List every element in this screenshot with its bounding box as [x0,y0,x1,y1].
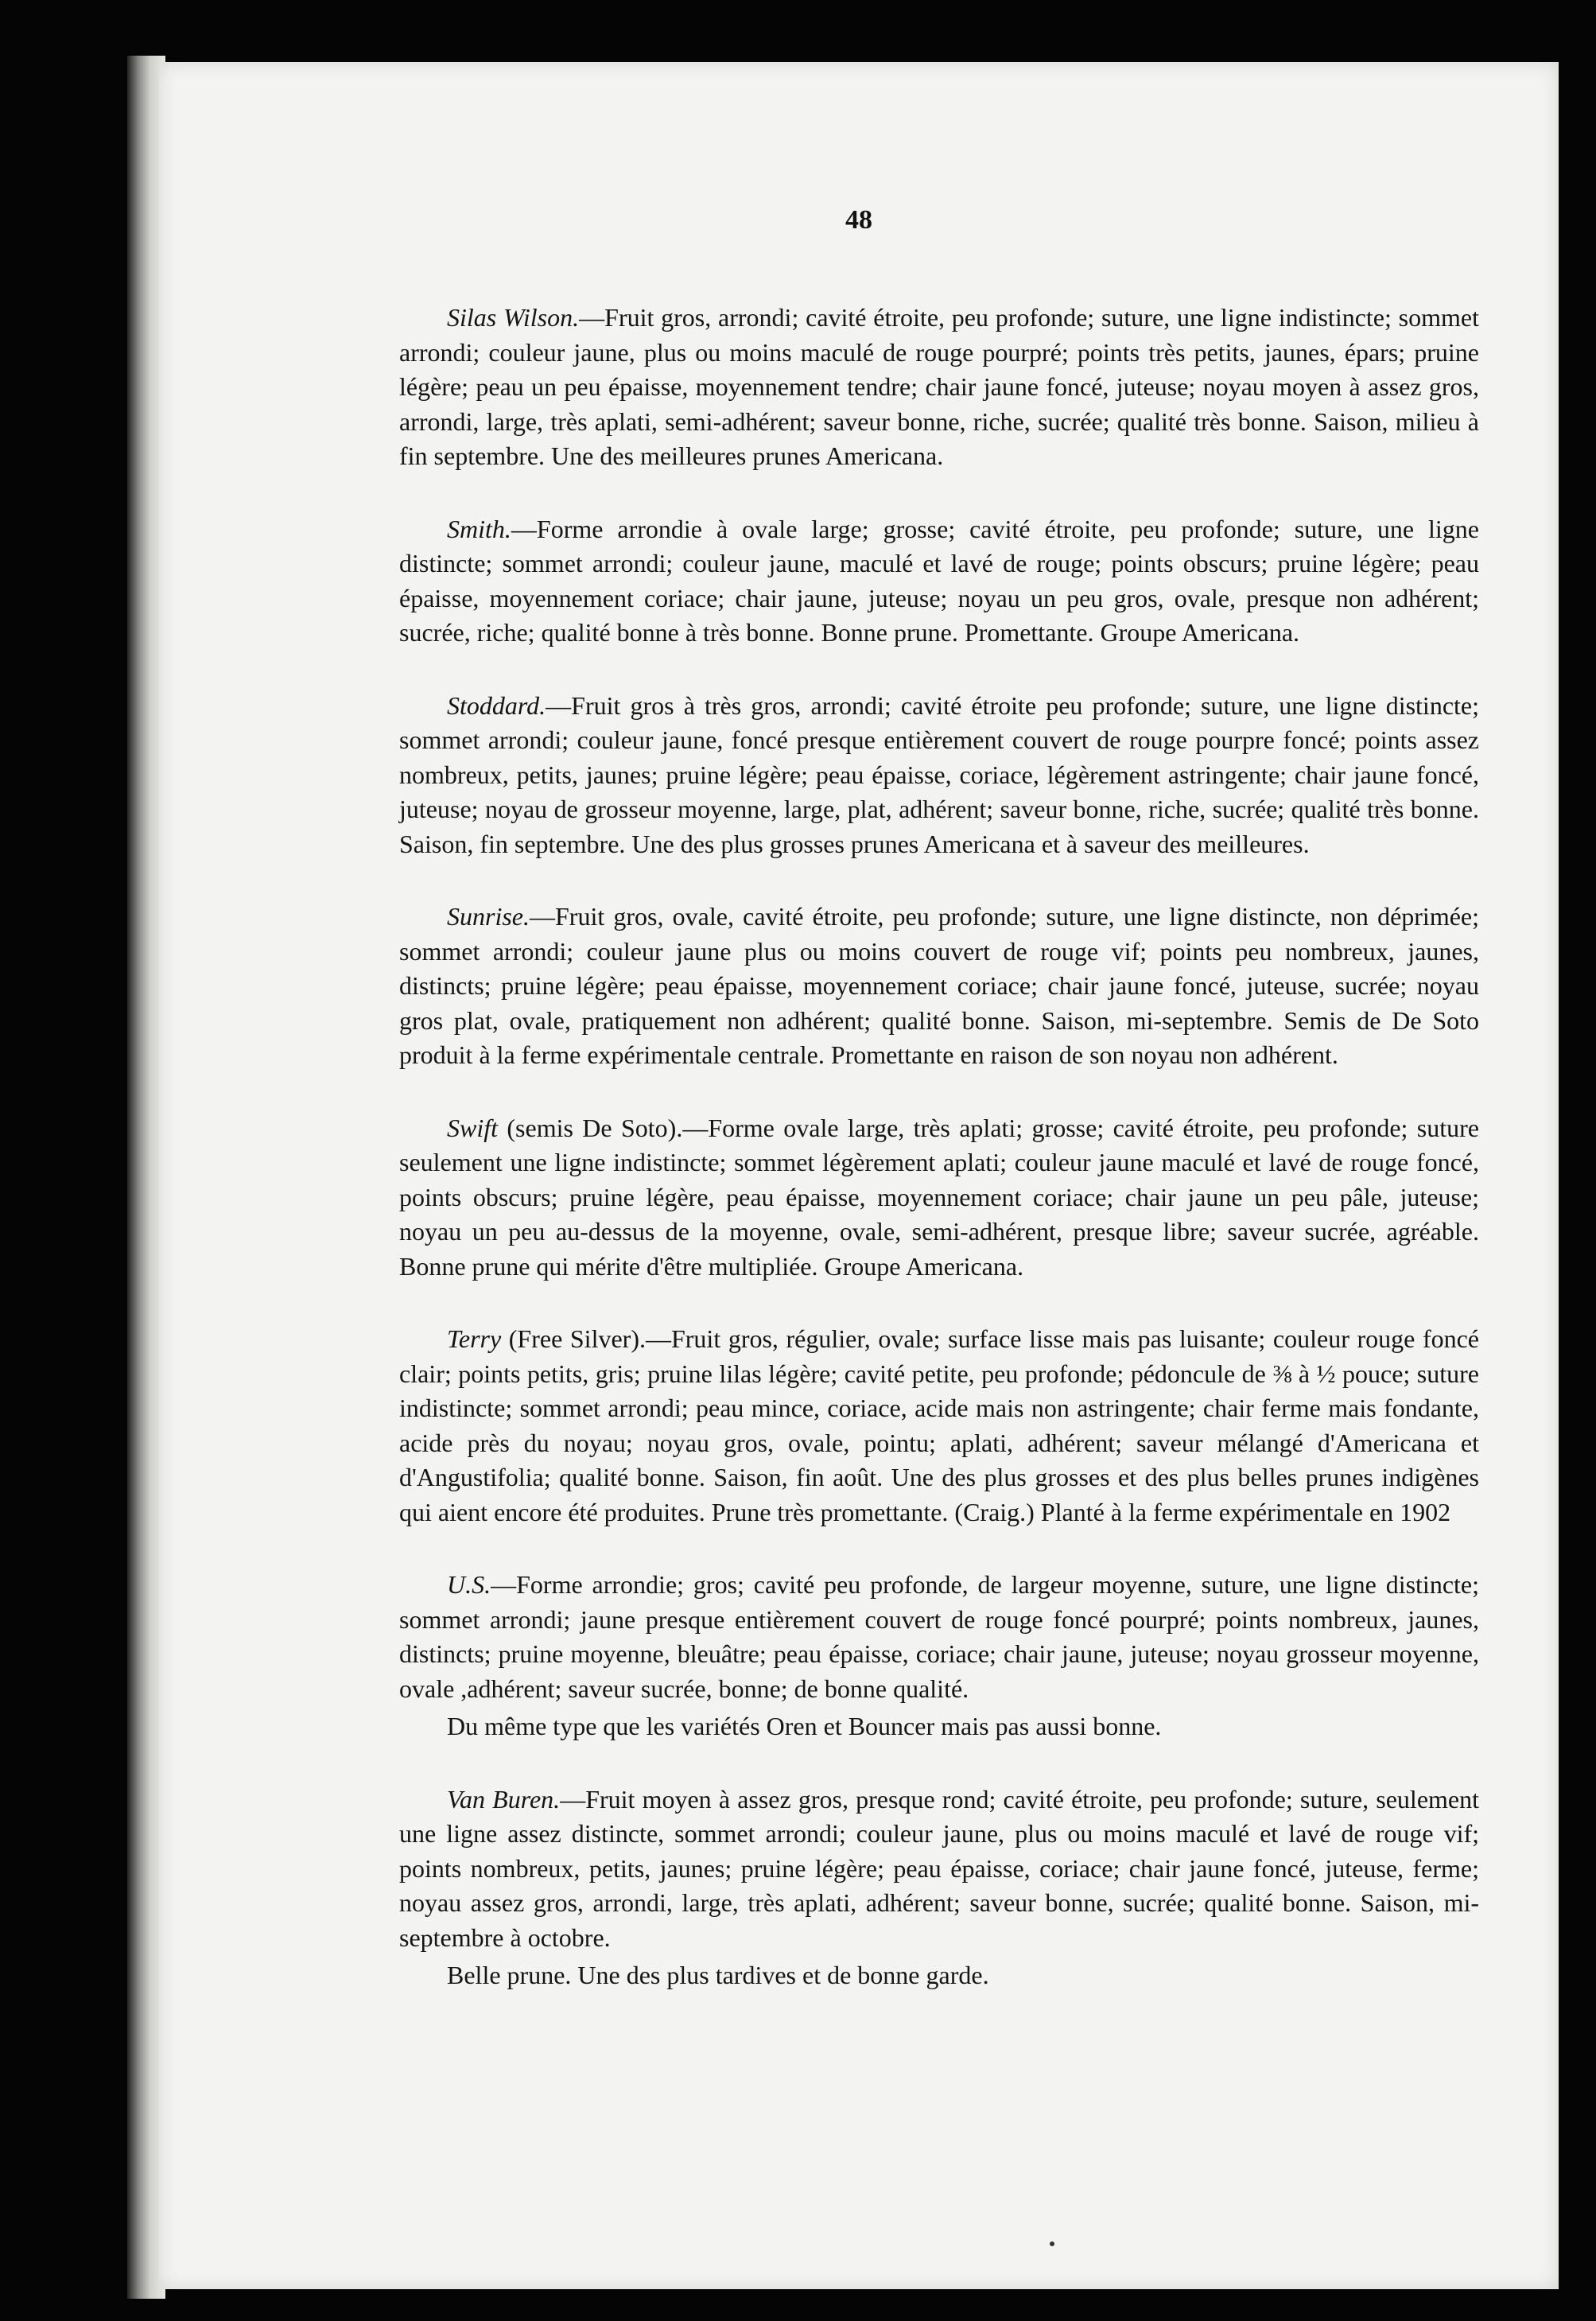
variety-name: Terry [447,1324,502,1353]
variety-note: Du même type que les variétés Oren et Bouncer mais pas aussi bonne. [447,1712,1162,1740]
body-text [399,301,1479,2031]
entry-terry [399,1322,1479,1530]
document-page [159,62,1559,2289]
variety-name: U.S. [447,1570,491,1599]
print-speck [1050,2241,1054,2246]
entry-stoddard [399,689,1479,862]
entry-smith [399,512,1479,651]
variety-name: Stoddard. [447,690,546,720]
entry-us [399,1568,1479,1706]
variety-description: —Forme arrondie; gros; cavité peu profonde, de largeur moyenne, suture, une ligne distincte; sommet arrondi; jaune presque entièrement couvert de rouge foncé pourpré; points nombreux, jaunes, distincts; pruine moyenne, bleuâtre; peau épaisse, coriace; chair jaune, juteuse; noyau grosseur moyenne, ovale ,adhérent; saveur sucrée, bonne; de bonne qualité. [399,1570,1479,1703]
variety-name: Van Buren. [447,1784,561,1814]
entry-van-buren [399,1783,1479,1956]
variety-description: (semis De Soto).—Forme ovale large, très aplati; grosse; cavité étroite, peu profonde; suture seulement une ligne indistincte; sommet légèrement aplati; couleur jaune maculé et lavé de rouge foncé, points obscurs; pruine légère, peau épaisse, moyennement coriace; chair jaune un peu pâle, juteuse; noyau un peu au-dessus de la moyenne, ovale, semi-adhérent, presque libre; saveur sucrée, agréable. Bonne prune qui mérite d'être multipliée. Groupe Americana. [399,1113,1479,1281]
variety-name: Sunrise. [447,902,530,931]
entry-van-buren-note [399,1958,1479,1993]
variety-description: —Forme arrondie à ovale large; grosse; cavité étroite, peu profonde; suture, une ligne distincte; sommet arrondi; couleur jaune, maculé et lavé de rouge; points obscurs; pruine légère; peau épaisse, moyennement coriace; chair jaune, juteuse; noyau un peu gros, ovale, presque non adhérent; sucrée, riche; qualité bonne à très bonne. Bonne prune. Promettante. Groupe Americana. [399,514,1479,647]
entry-sunrise [399,900,1479,1073]
variety-description: —Fruit gros à très gros, arrondi; cavité étroite peu profonde; suture, une ligne distincte; sommet arrondi; couleur jaune, foncé presque entièrement couvert de rouge pourpre foncé; points assez nombreux, petits, jaunes; pruine légère; peau épaisse, coriace, légèrement astringente; chair jaune foncé, juteuse; noyau de grosseur moyenne, large, plat, adhérent; saveur bonne, riche, sucrée; qualité très bonne. Saison, fin septembre. Une des plus grosses prunes Americana et à saveur des meilleures. [399,690,1479,858]
variety-description: (Free Silver).—Fruit gros, régulier, ovale; surface lisse mais pas luisante; couleur rouge foncé clair; points petits, gris; pruine lilas légère; cavité petite, peu profonde; pédoncule de ⅜ à ½ pouce; suture indistincte; sommet arrondi; peau mince, coriace, acide mais non astringente; chair ferme mais fondante, acide près du noyau; noyau gros, ovale, pointu; aplati, adhérent; saveur mélangé d'Americana et d'Angustifolia; qualité bonne. Saison, fin août. Une des plus grosses et des plus belles prunes indigènes qui aient encore été produites. Prune très promettante. (Craig.) Planté à la ferme expérimentale en 1902 [399,1324,1479,1526]
variety-description: —Fruit moyen à assez gros, presque rond; cavité étroite, peu profonde; suture, seulement une ligne assez distincte, sommet arrondi; couleur jaune, plus ou moins maculé et lavé de rouge vif; points nombreux, petits, jaunes; pruine légère; peau épaisse, coriace; chair jaune foncé, juteuse, ferme; noyau assez gros, arrondi, large, très aplati, adhérent; saveur bonne, sucrée; qualité bonne. Saison, mi-septembre à octobre. [399,1784,1480,1952]
entry-swift [399,1111,1479,1285]
variety-description: —Fruit gros, arrondi; cavité étroite, peu profonde; suture, une ligne indistincte; sommet arrondi; couleur jaune, plus ou moins maculé de rouge pourpré; points très petits, jaunes, épars; pruine légère; peau un peu épaisse, moyennement tendre; chair jaune foncé, juteuse; noyau moyen à assez gros, arrondi, large, très aplati, semi-adhérent; saveur bonne, riche, sucrée; qualité très bonne. Saison, milieu à fin septembre. Une des meilleures prunes Americana. [399,303,1480,470]
variety-note: Belle prune. Une des plus tardives et de bonne garde. [447,1961,989,1989]
entry-silas-wilson [399,301,1479,474]
variety-description: —Fruit gros, ovale, cavité étroite, peu profonde; suture, une ligne distincte, non déprimée; sommet arrondi; couleur jaune plus ou moins couvert de rouge vif; points peu nombreux, jaunes, distincts; pruine légère; peau épaisse, moyennement coriace; chair jaune foncé, juteuse, sucrée; noyau gros plat, ovale, pratiquement non adhérent; qualité bonne. Saison, mi-septembre. Semis de De Soto produit à la ferme expérimentale centrale. Promettante en raison de son noyau non adhérent. [399,902,1479,1069]
entry-us-note [399,1709,1479,1744]
variety-name: Swift [447,1113,499,1142]
variety-name: Smith. [447,514,511,543]
variety-name: Silas Wilson. [447,303,580,332]
page-number: 48 [845,205,872,235]
